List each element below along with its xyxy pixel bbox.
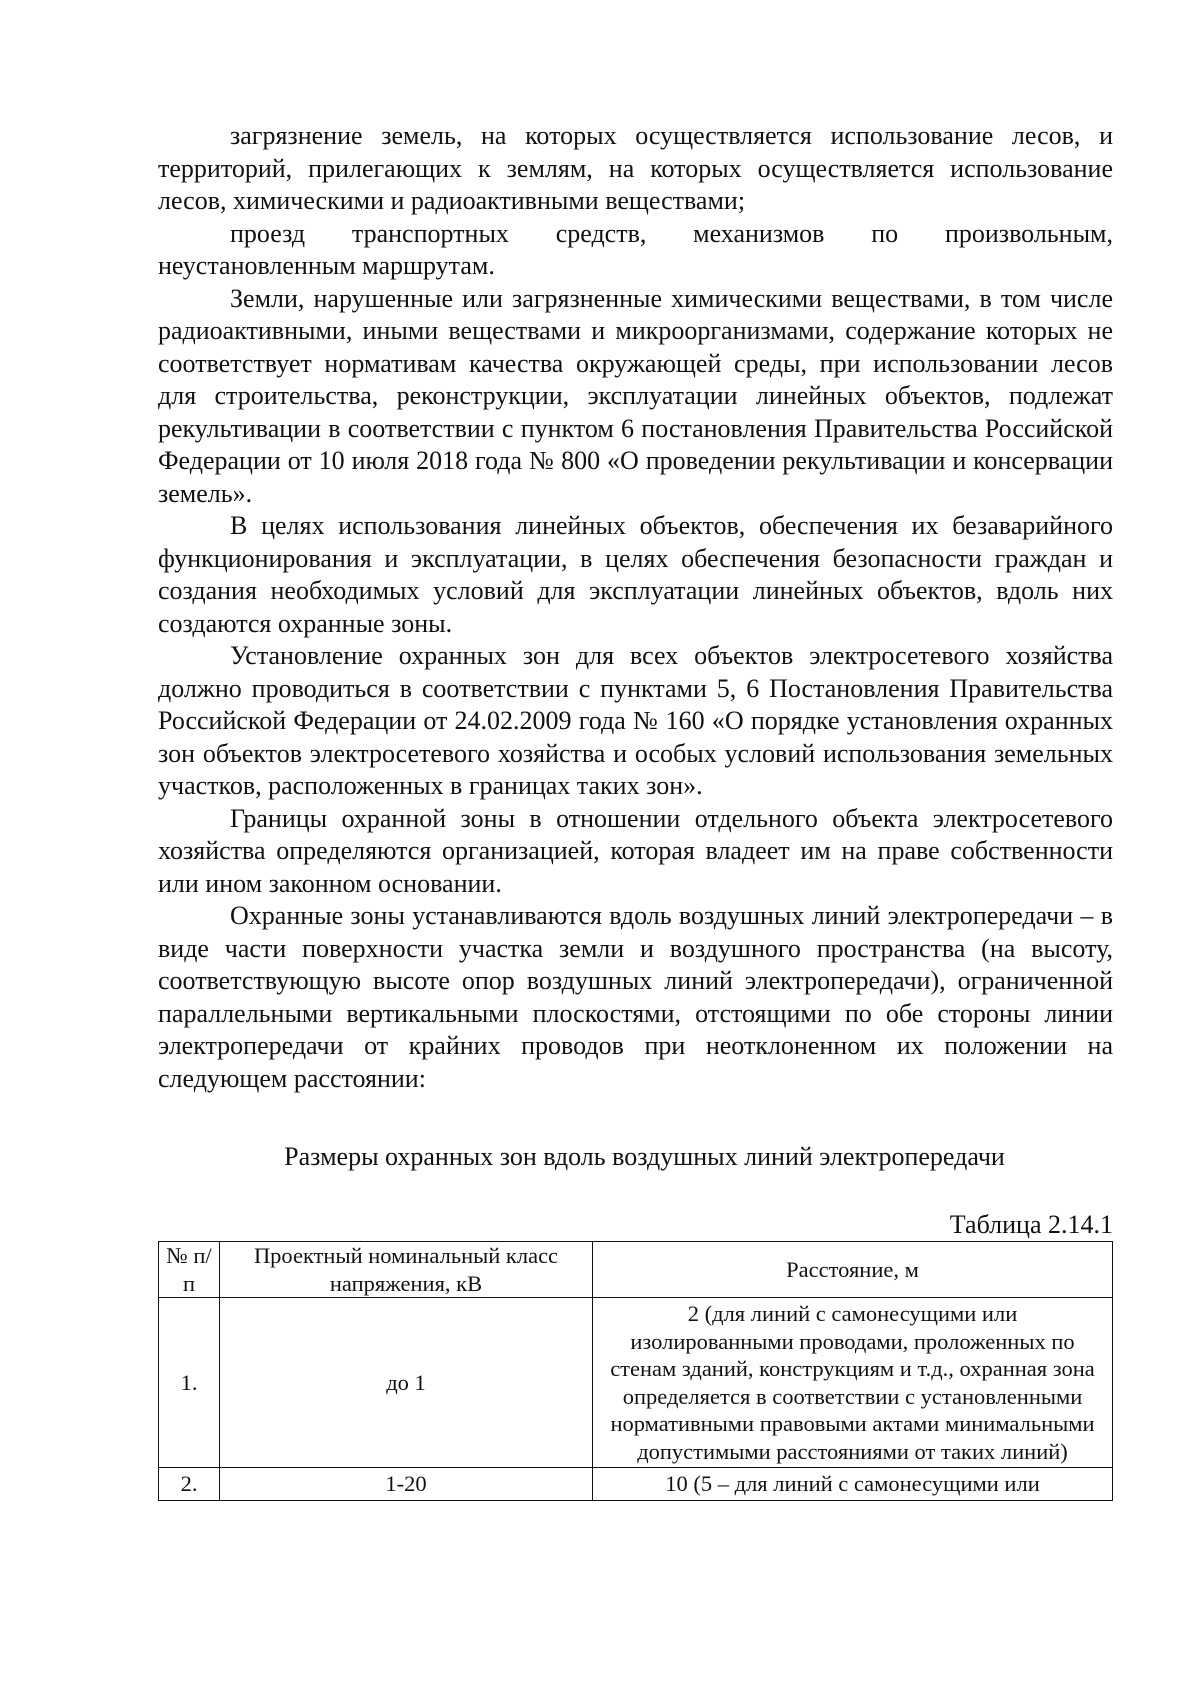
paragraph-zone-definition: Охранные зоны устанавливаются вдоль воздушных линий электропередачи – в виде части поверхности участка земли и воздушного пространства (на высоту, соответствующую высоте опор воздушных линий электропередачи), ограниченной параллельными вертикальными плоскостями, отстоящими по обе стороны линии электропередачи от крайних проводов при неотклоненном их положении на следующем расстоянии: xyxy=(158,901,1113,1093)
row-number: 1. xyxy=(159,1298,220,1468)
document-page xyxy=(158,120,1113,1501)
header-number: № п/п xyxy=(159,1242,220,1298)
row-distance-text: 2 (для линий с самонесущими или изолированными проводами, проложенных по стенам зданий, конструкциям и т.д., охранная зона определяется в соответствии с установленными нормативными правовыми актами минимальными допустимыми расстояниями от таких линий) xyxy=(610,1301,1095,1464)
table-number-label: Таблица 2.14.1 xyxy=(949,1210,1113,1239)
table-row xyxy=(159,1468,1113,1501)
paragraph-establishment: Установление охранных зон для всех объектов электросетевого хозяйства должно проводиться в соответствии с пунктами 5, 6 Постановления Правительства Российской Федерации от 24.02.2009 года № 160 «О порядке установления охранных зон объектов электросетевого хозяйства и особых условий использования земельных участков, расположенных в границах таких зон». xyxy=(158,641,1113,800)
header-distance: Расстояние, м xyxy=(593,1242,1113,1298)
paragraph-recultivation: Земли, нарушенные или загрязненные химическими веществами, в том числе радиоактивными, иными веществами и микроорганизмами, содержание которых не соответствует нормативам качества окружающей среды, при использовании лесов для строительства, реконструкции, эксплуатации линейных объектов, подлежат рекультивации в соответствии с пунктом 6 постановления Правительства Российской Федерации от 10 июля 2018 года № 800 «О проведении рекультивации и консервации земель». xyxy=(158,283,1113,508)
row-distance xyxy=(593,1298,1113,1468)
row-number: 2. xyxy=(159,1468,220,1501)
paragraph-pollution: загрязнение земель, на которых осуществляется использование лесов, и территорий, прилегающих к землям, на которых осуществляется использование лесов, химическими и радиоактивными веществами; xyxy=(158,121,1113,215)
paragraph-boundaries: Границы охранной зоны в отношении отдельного объекта электросетевого хозяйства определяются организацией, которая владеет им на праве собственности или ином законном основании. xyxy=(158,803,1113,898)
row-voltage: 1-20 xyxy=(220,1468,593,1501)
table-header-row xyxy=(159,1242,1113,1298)
paragraph-vehicles: проезд транспортных средств, механизмов по произвольным, неустановленным маршрутам. xyxy=(158,218,1113,280)
table-caption: Размеры охранных зон вдоль воздушных линий электропередачи xyxy=(284,1142,1005,1171)
row-voltage: до 1 xyxy=(220,1298,593,1468)
protection-zones-table xyxy=(158,1241,1113,1501)
header-voltage-class: Проектный номинальный класс напряжения, кВ xyxy=(220,1242,593,1298)
row-distance xyxy=(593,1468,1113,1501)
paragraph-protection-zones: В целях использования линейных объектов, обеспечения их безаварийного функционирования и эксплуатации, в целях обеспечения безопасности граждан и создания необходимых условий для эксплуатации линейных объектов, вдоль них создаются охранные зоны. xyxy=(158,511,1113,638)
row-distance-text: 10 (5 – для линий с самонесущими или xyxy=(665,1471,1040,1496)
table-row xyxy=(159,1298,1113,1468)
